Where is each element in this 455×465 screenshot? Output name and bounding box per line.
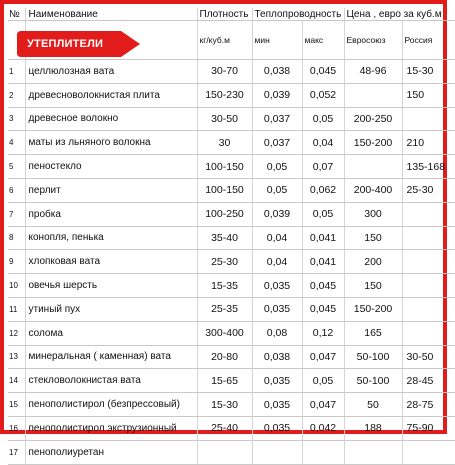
price-eu: 165: [344, 321, 402, 345]
conductivity-max: 0,045: [302, 297, 344, 321]
row-number: 10: [8, 274, 25, 298]
table-row: [8, 131, 455, 155]
density-value: 100-150: [197, 155, 252, 179]
material-name: пробка: [25, 202, 197, 226]
density-value: 25-40: [197, 416, 252, 440]
conductivity-min: 0,05: [252, 155, 302, 179]
table-row: [8, 178, 455, 202]
density-value: 30-50: [197, 107, 252, 131]
material-name: пенополистирол (безпрессовый): [25, 393, 197, 417]
table-row: [8, 83, 455, 107]
conductivity-max: 0,062: [302, 178, 344, 202]
conductivity-max: 0,041: [302, 250, 344, 274]
material-name: стекловолокнистая вата: [25, 369, 197, 393]
conductivity-max: 0,05: [302, 107, 344, 131]
banner-label: УТЕПЛИТЕЛИ: [27, 38, 104, 50]
conductivity-max: 0,045: [302, 60, 344, 84]
price-eu: 50: [344, 393, 402, 417]
row-number: 5: [8, 155, 25, 179]
price-russia: [402, 297, 455, 321]
header-number: №: [8, 8, 25, 21]
conductivity-max: [302, 440, 344, 464]
material-name: минеральная ( каменная) вата: [25, 345, 197, 369]
material-name: солома: [25, 321, 197, 345]
price-russia: [402, 226, 455, 250]
density-value: 35-40: [197, 226, 252, 250]
conductivity-max: 0,041: [302, 226, 344, 250]
conductivity-min: 0,035: [252, 393, 302, 417]
insulation-banner: [17, 31, 140, 57]
density-value: 25-30: [197, 250, 252, 274]
conductivity-min: 0,035: [252, 274, 302, 298]
density-value: 25-35: [197, 297, 252, 321]
row-number: 15: [8, 393, 25, 417]
price-russia: 135-168: [402, 155, 455, 179]
table-row: [8, 250, 455, 274]
row-number: 1: [8, 60, 25, 84]
row-number: 12: [8, 321, 25, 345]
table-row: [8, 369, 455, 393]
density-value: 15-35: [197, 274, 252, 298]
density-value: 150-230: [197, 83, 252, 107]
conductivity-max: 0,07: [302, 155, 344, 179]
price-eu: 188: [344, 416, 402, 440]
conductivity-max: 0,042: [302, 416, 344, 440]
table-row: [8, 440, 455, 464]
row-number: 7: [8, 202, 25, 226]
row-number: 11: [8, 297, 25, 321]
price-russia: [402, 107, 455, 131]
price-russia: 150: [402, 83, 455, 107]
subheader-russia: Россия: [402, 21, 455, 60]
price-russia: [402, 250, 455, 274]
density-value: 100-150: [197, 178, 252, 202]
price-eu: [344, 440, 402, 464]
material-name: целлюлозная вата: [25, 60, 197, 84]
material-name: конопля, пенька: [25, 226, 197, 250]
conductivity-min: 0,08: [252, 321, 302, 345]
conductivity-max: 0,12: [302, 321, 344, 345]
header-conductivity: Теплопроводность: [252, 8, 344, 21]
conductivity-min: 0,039: [252, 202, 302, 226]
conductivity-min: 0,037: [252, 107, 302, 131]
insulation-table: [8, 8, 455, 465]
density-value: 20-80: [197, 345, 252, 369]
conductivity-min: 0,038: [252, 345, 302, 369]
conductivity-min: [252, 440, 302, 464]
row-number: 16: [8, 416, 25, 440]
table-row: [8, 226, 455, 250]
conductivity-min: 0,05: [252, 178, 302, 202]
table-row: [8, 297, 455, 321]
price-eu: [344, 83, 402, 107]
price-eu: 300: [344, 202, 402, 226]
conductivity-min: 0,037: [252, 131, 302, 155]
row-number: 8: [8, 226, 25, 250]
density-value: 300-400: [197, 321, 252, 345]
conductivity-min: 0,04: [252, 226, 302, 250]
price-russia: [402, 321, 455, 345]
table-row: [8, 155, 455, 179]
header-row: [8, 8, 455, 21]
conductivity-max: 0,047: [302, 393, 344, 417]
price-russia: 210: [402, 131, 455, 155]
price-eu: 48-96: [344, 60, 402, 84]
material-name: овечья шерсть: [25, 274, 197, 298]
subheader-density-unit: кг/куб.м: [197, 21, 252, 60]
table-row: [8, 345, 455, 369]
row-number: 9: [8, 250, 25, 274]
conductivity-min: 0,038: [252, 60, 302, 84]
price-russia: 15-30: [402, 60, 455, 84]
subheader-max: макс: [302, 21, 344, 60]
table-row: [8, 202, 455, 226]
price-russia: 28-75: [402, 393, 455, 417]
row-number: 2: [8, 83, 25, 107]
density-value: 30-70: [197, 60, 252, 84]
price-eu: 150-200: [344, 297, 402, 321]
conductivity-max: 0,045: [302, 274, 344, 298]
row-number: 4: [8, 131, 25, 155]
conductivity-min: 0,039: [252, 83, 302, 107]
conductivity-max: 0,04: [302, 131, 344, 155]
header-price: Цена , евро за куб.м: [344, 8, 455, 21]
material-name: маты из льняного волокна: [25, 131, 197, 155]
density-value: 15-65: [197, 369, 252, 393]
material-name: пеностекло: [25, 155, 197, 179]
table-row: [8, 274, 455, 298]
price-eu: 200: [344, 250, 402, 274]
price-russia: [402, 202, 455, 226]
conductivity-max: 0,052: [302, 83, 344, 107]
table-row: [8, 321, 455, 345]
price-eu: 50-100: [344, 345, 402, 369]
price-eu: 200-400: [344, 178, 402, 202]
price-eu: 150: [344, 226, 402, 250]
conductivity-max: 0,047: [302, 345, 344, 369]
density-value: 100-250: [197, 202, 252, 226]
table-row: [8, 107, 455, 131]
price-russia: 30-50: [402, 345, 455, 369]
conductivity-max: 0,05: [302, 369, 344, 393]
price-eu: 150: [344, 274, 402, 298]
price-eu: 200-250: [344, 107, 402, 131]
price-eu: 50-100: [344, 369, 402, 393]
table-row: [8, 416, 455, 440]
material-name: хлопковая вата: [25, 250, 197, 274]
conductivity-max: 0,05: [302, 202, 344, 226]
material-name: пенополиуретан: [25, 440, 197, 464]
table-row: [8, 393, 455, 417]
row-number: 17: [8, 440, 25, 464]
row-number: 3: [8, 107, 25, 131]
price-russia: 75-90: [402, 416, 455, 440]
price-russia: 28-45: [402, 369, 455, 393]
material-name: пенополистирол экструзионный: [25, 416, 197, 440]
subheader-min: мин: [252, 21, 302, 60]
price-russia: [402, 274, 455, 298]
subheader-eu: Евросоюз: [344, 21, 402, 60]
table-row: [8, 60, 455, 84]
row-number: 6: [8, 178, 25, 202]
price-eu: 150-200: [344, 131, 402, 155]
density-value: 15-30: [197, 393, 252, 417]
price-russia: 25-30: [402, 178, 455, 202]
material-name: древесноволокнистая плита: [25, 83, 197, 107]
conductivity-min: 0,035: [252, 297, 302, 321]
material-name: утиный пух: [25, 297, 197, 321]
price-russia: [402, 440, 455, 464]
conductivity-min: 0,035: [252, 416, 302, 440]
density-value: 30: [197, 131, 252, 155]
price-eu: [344, 155, 402, 179]
conductivity-min: 0,035: [252, 369, 302, 393]
row-number: 14: [8, 369, 25, 393]
density-value: [197, 440, 252, 464]
material-name: древесное волокно: [25, 107, 197, 131]
header-density: Плотность: [197, 8, 252, 21]
header-name: Наименование: [25, 8, 197, 21]
conductivity-min: 0,04: [252, 250, 302, 274]
material-name: перлит: [25, 178, 197, 202]
row-number: 13: [8, 345, 25, 369]
